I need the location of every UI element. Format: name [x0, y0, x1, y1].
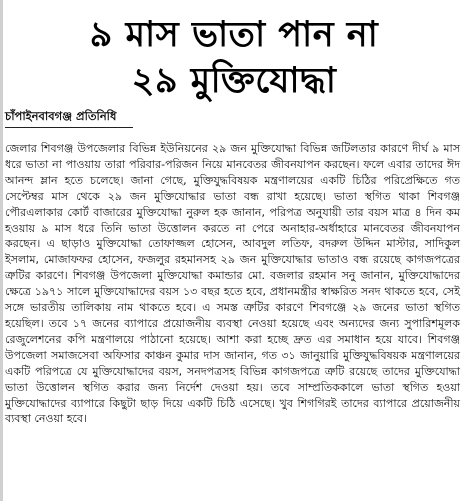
byline: চাঁপাইনবাবগঞ্জ প্রতিনিধি: [5, 109, 117, 123]
byline-underline: [5, 127, 133, 128]
headline-line-1: ৯ মাস ভাতা পান না: [89, 15, 379, 55]
headline-line-2: ২৯ মুক্তিযোদ্ধা: [131, 61, 337, 101]
article-paragraph: জেলার শিবগঞ্জ উপজেলার বিভিন্ন ইউনিয়নের ২৯ জন মুক্তিযোদ্ধা বিভিন্ন জটিলতার কারণে দীর্ঘ ৯ মাস ধরে ভাতা না পাওয়ায় তারা পরিবার-পরিজন নিয়ে মানবেতর জীবনযাপন করছেন। ফলে এবার তাদের ঈদ আনন্দ ম্লান হতে চলেছে। জানা গেছে, মুক্তিযুদ্ধবিষয়ক মন্ত্রণালয়ের একটি চিঠির পরিপ্রেক্ষিতে গত সেপ্টেম্বর মাস থেকে ২৯ জন মুক্তিযোদ্ধার ভাতা বন্ধ রাখা হয়েছে। ভাতা স্থগিত থাকা শিবগঞ্জ পৌরএলাকার কোর্ট বাজারের মুক্তিযোদ্ধা নুরুল হক জানান, পরিপত্র অনুযায়ী তার বয়স মাত্র ৪ দিন কম হওয়ায় ৯ মাস ধরে তিনি ভাতা উত্তোলন করতে না পেরে অনাহার-অর্ধাহারে মানবেতর জীবনযাপন করছেন। এ ছাড়াও মুক্তিযোদ্ধা তোফাজ্জল হোসেন, আবদুল লতিফ, বদরুল উদ্দিন মাস্টার, সাদিকুল ইসলাম, মোজাফফর হোসেন, ফজলুর রহমানসহ ২৯ জন মুক্তিযোদ্ধার ভাতাও বন্ধ রয়েছে কাগজপত্রের ত্রুটির কারণে। শিবগঞ্জ উপজেলা মুক্তিযোদ্ধা কমান্ডার মো. বজলার রহমান সনু জানান, মুক্তিযোদ্ধাদের ক্ষেত্রে ১৯৭১ সালে মুক্তিযোদ্ধাদের বয়স ১৩ বছর হতে হবে, প্রধানমন্ত্রীর স্বাক্ষরিত সনদ থাকতে হবে, সেই সঙ্গে ভারতীয় তালিকায় নাম থাকতে হবে। এ সমস্ত ত্রুটির কারণে শিবগঞ্জে ২৯ জনের ভাতা স্থগিত হয়েছিল। তবে ১৭ জনের ব্যাপারে প্রয়োজনীয় ব্যবস্থা নেওয়া হয়েছে এবং অন্যদের জন্য সুপারিশমূলক রেজুলেশনের কপি মন্ত্রণালয়ে পাঠানো হয়েছে। আশা করা হচ্ছে দ্রুত এর সমাধান হয়ে যাবে। শিবগঞ্জ উপজেলা সমাজসেবা অফিসার কাঞ্চন কুমার দাস জানান, গত ৩১ জানুয়ারি মুক্তিযুদ্ধবিষয়ক মন্ত্রণালয়ের একটি পরিপত্রে যে মুক্তিযোদ্ধাদের বয়স, সনদপত্রসহ বিভিন্ন কাগজপত্রে ত্রুটি রয়েছে তাদের মুক্তিযোদ্ধা ভাতা উত্তোলন স্থগিত করার জন্য নির্দেশ দেওয়া হয়। তবে সাম্প্রতিককালে ভাতা স্থগিত হওয়া মুক্তিযোদ্ধাদের ব্যাপারে কিছুটা ছাড় দিয়ে একটি চিঠি এসেছে। খুব শিগগিরই তাদের ব্যাপারে প্রয়োজনীয় ব্যবস্থা নেওয়া হবে।: [5, 142, 460, 426]
article-body: [5, 141, 460, 427]
headline: [0, 12, 468, 104]
